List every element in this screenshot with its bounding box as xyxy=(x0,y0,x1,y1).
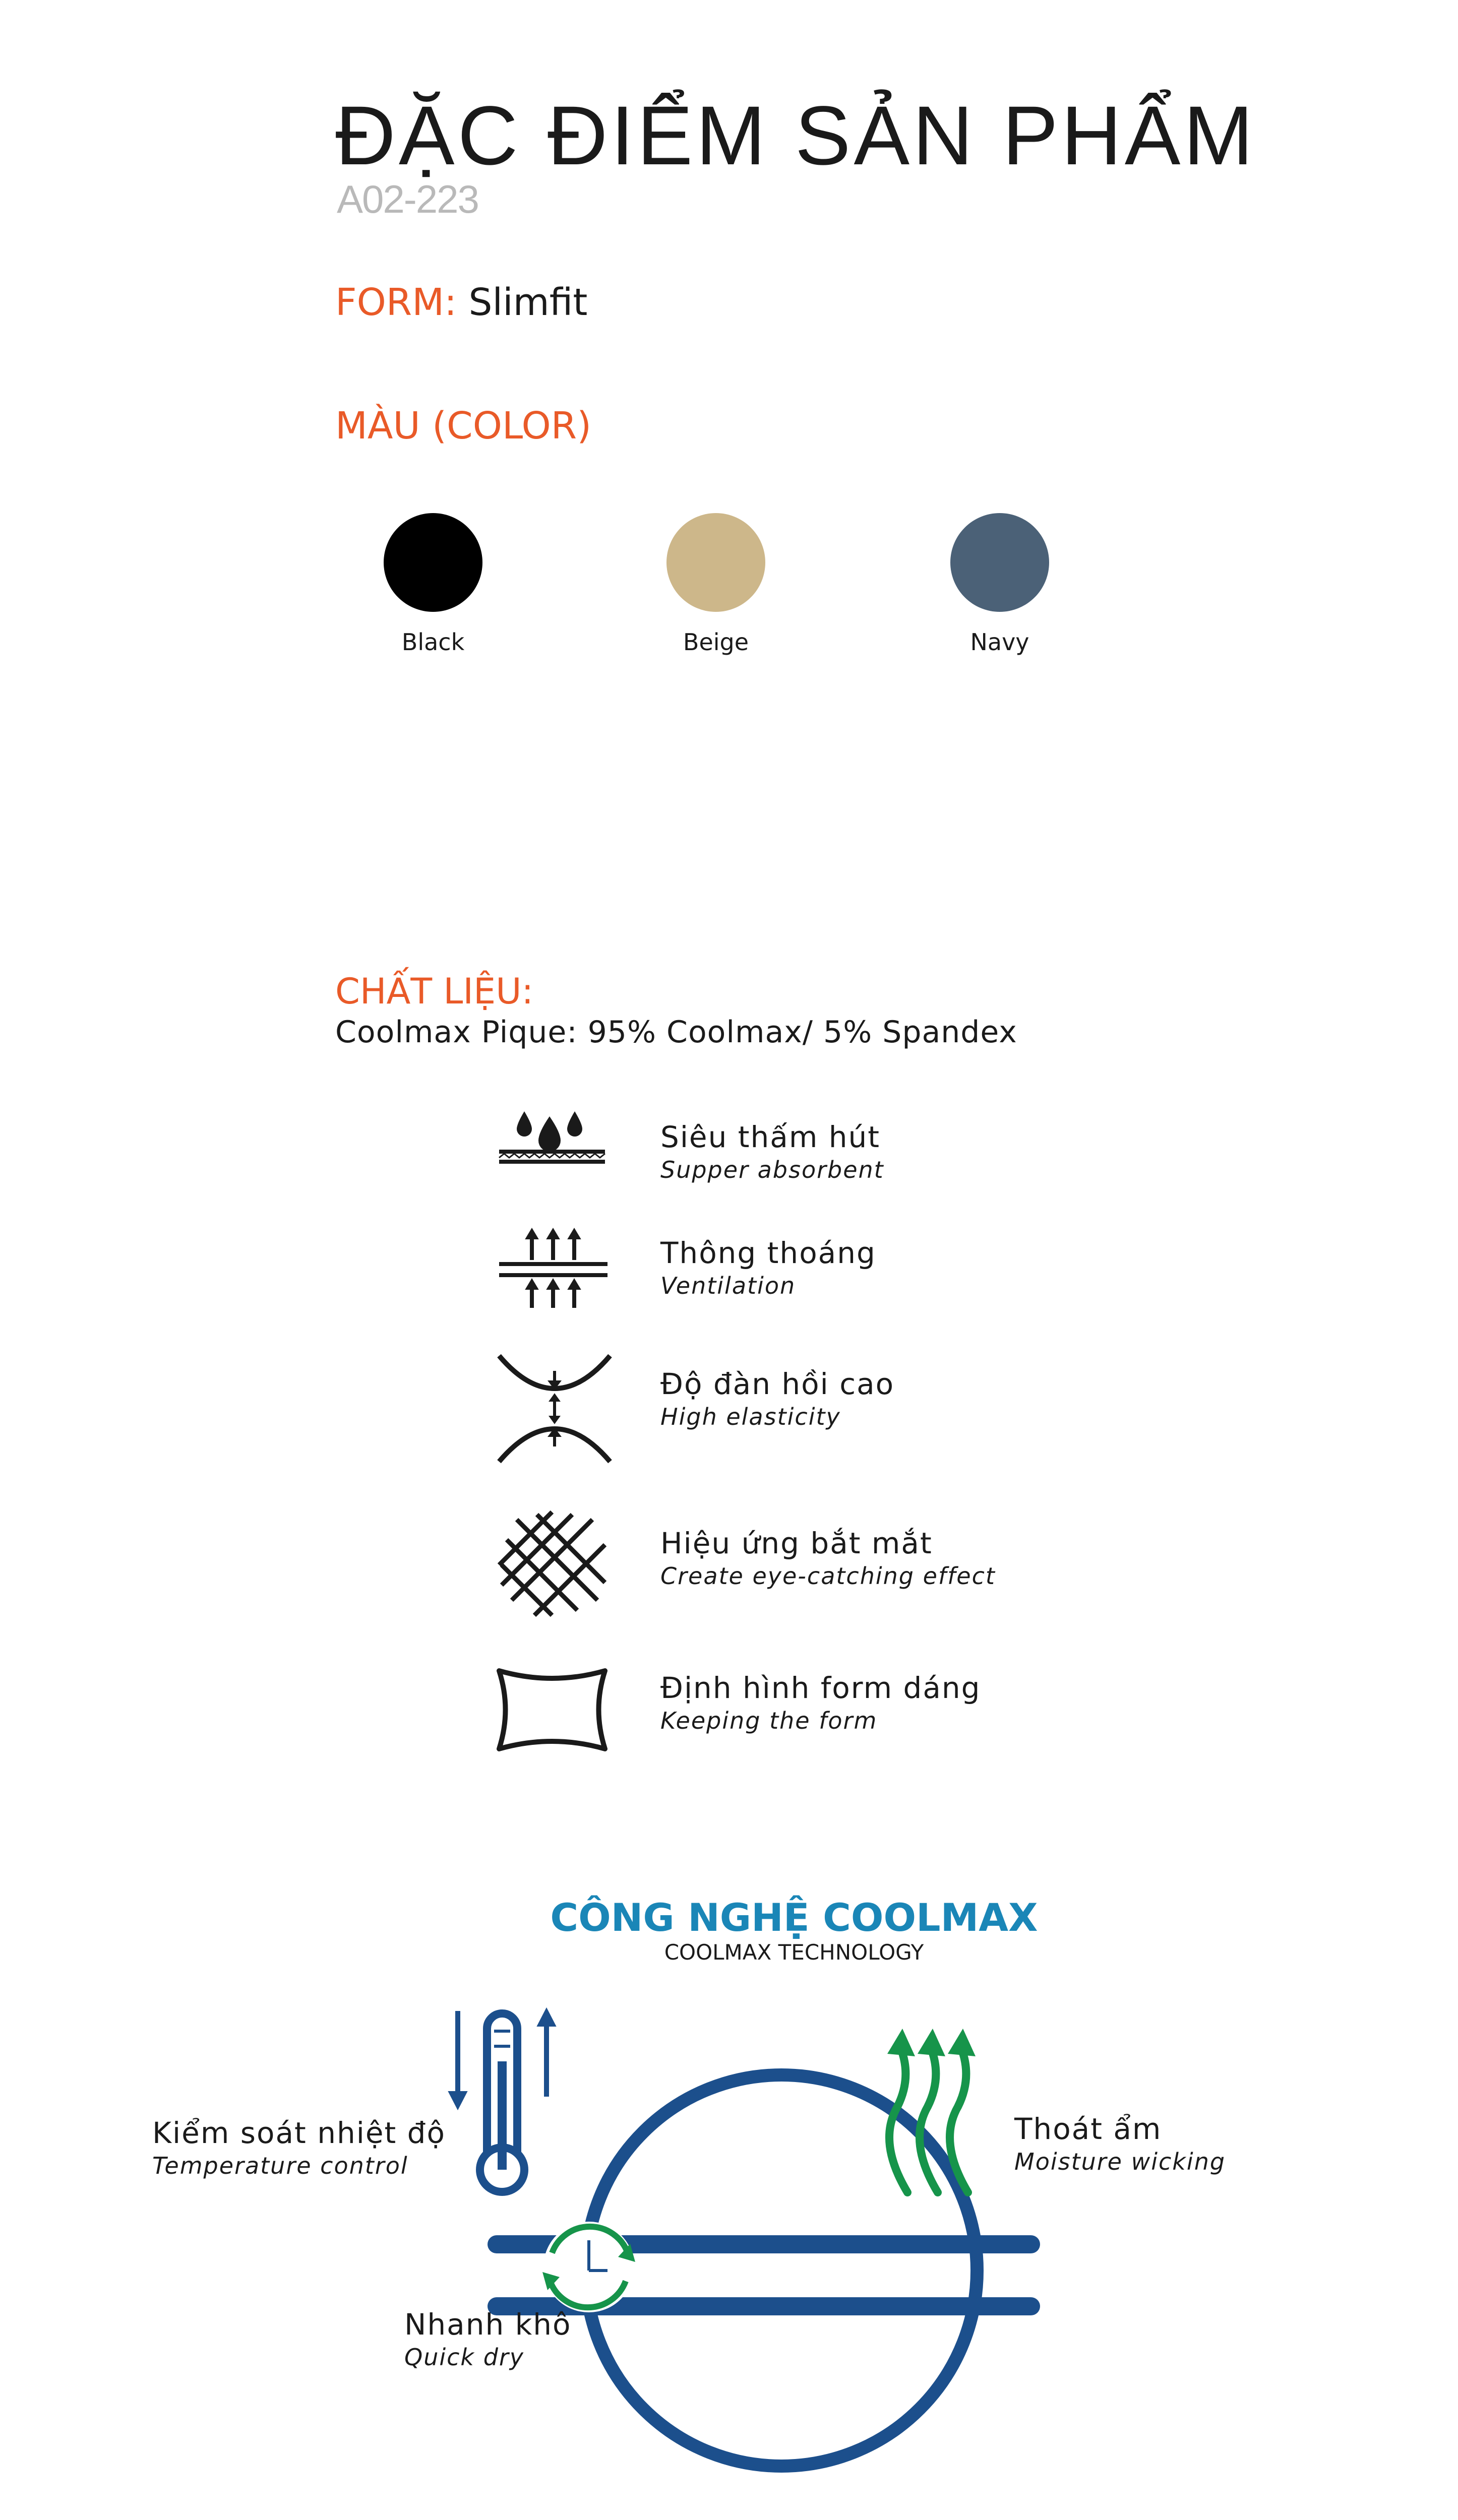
feature-subtitle-elasticity: High elasticity xyxy=(660,1403,841,1430)
material-heading: CHẤT LIỆU: xyxy=(335,971,534,1012)
material-composition: Coolmax Pique: 95% Coolmax/ 5% Spandex xyxy=(335,1015,1017,1050)
thermometer-icon xyxy=(480,2013,524,2192)
feature-title-effect: Hiệu ứng bắt mắt xyxy=(660,1526,933,1560)
feature-subtitle-ventilation: Ventilation xyxy=(660,1272,796,1299)
color-heading: MÀU (COLOR) xyxy=(335,404,592,448)
feature-title-ventilation: Thông thoáng xyxy=(660,1236,876,1270)
coolmax-subtitle: COOLMAX TECHNOLOGY xyxy=(664,1940,924,1965)
moisture-title: Thoát ẩm xyxy=(1014,2112,1162,2146)
moisture-subtitle: Moisture wicking xyxy=(1014,2148,1226,2175)
coolmax-title: CÔNG NGHỆ COOLMAX xyxy=(550,1895,1038,1940)
temperature-subtitle: Temperature control xyxy=(152,2152,408,2179)
feature-subtitle-effect: Create eye-catching effect xyxy=(660,1562,996,1590)
swatch-beige-label: Beige xyxy=(683,628,749,656)
feature-title-elasticity: Độ đàn hồi cao xyxy=(660,1367,895,1401)
product-code: A02-223 xyxy=(337,177,478,221)
swatch-black-label: Black xyxy=(401,628,465,656)
feature-title-absorbent: Siêu thấm hút xyxy=(660,1120,881,1154)
temperature-title: Kiểm soát nhiệt độ xyxy=(152,2116,446,2150)
swatch-navy-label: Navy xyxy=(970,628,1029,656)
page-title: ĐẶC ĐIỂM SẢN PHẨM xyxy=(335,89,1256,182)
form-label: FORM: xyxy=(335,281,457,324)
feature-title-form: Định hình form dáng xyxy=(660,1671,981,1705)
feature-subtitle-absorbent: Supper absorbent xyxy=(660,1156,884,1183)
form-value: Slimfit xyxy=(468,281,588,324)
quickdry-title: Nhanh khô xyxy=(404,2307,572,2342)
feature-subtitle-form: Keeping the form xyxy=(660,1707,878,1734)
quickdry-subtitle: Quick dry xyxy=(404,2344,525,2371)
